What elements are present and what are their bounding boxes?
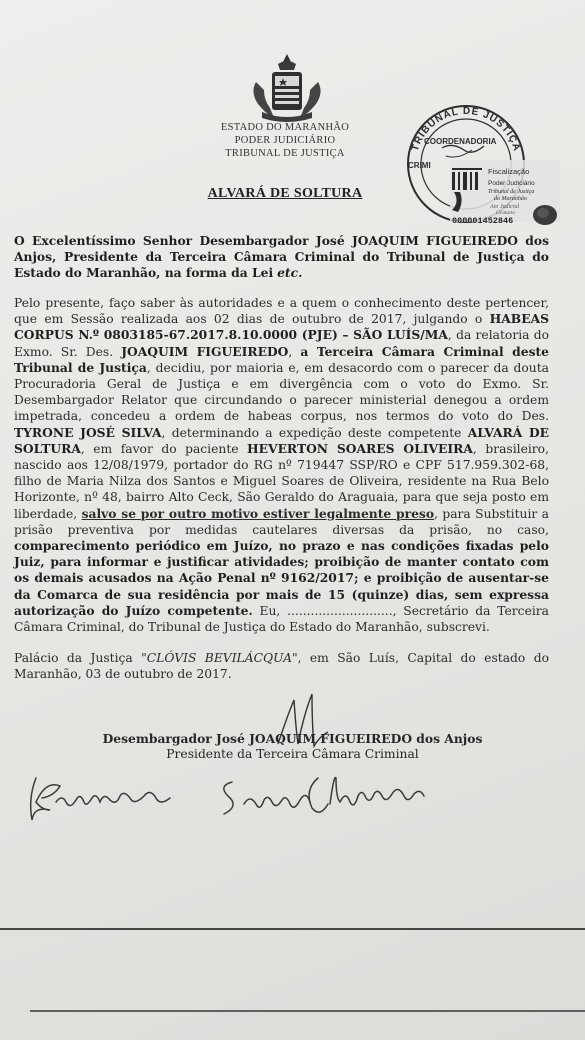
intro-etc: etc. [277, 265, 303, 281]
judge-name: TYRONE JOSÉ SILVA [14, 424, 162, 440]
intro-paragraph [14, 233, 549, 282]
chamber-name: a Terceira Câmara Criminal deste Tribunal de Justiça [14, 343, 549, 375]
stamp-line4: Poder Judiciário [488, 180, 535, 187]
palace-name: "CLÓVIS BEVILÁCQUA" [141, 651, 298, 665]
stamp-line2: CRIMI [408, 161, 431, 170]
habeas-corpus-number: HABEAS CORPUS N.º 0803185-67.2017.8.10.0000 (PJE) – SÃO LUÍS/MA [14, 311, 549, 343]
signatory-name: Desembargador José JOAQUIM FIGUEIREDO dos Anjos [102, 731, 483, 746]
body-t6: , em favor do paciente [80, 441, 248, 456]
header-branch: PODER JUDICIÁRIO [234, 135, 336, 146]
cautionary-measures: comparecimento periódico em Juízo, no prazo e nas condições fixadas pelo Juiz, para informar e justificar atividades; proibição de manter contato com os demais acusados na Ação Penal nº 9162/2017; e proibição de ausentar-se da Comarca de sua residência por mais de 15 (quinze) dias, sem expressa autorização do Juízo competente. [14, 538, 549, 618]
body-paragraph [14, 295, 549, 635]
signatory-role: Presidente da Terceira Câmara Criminal [166, 747, 419, 761]
document-title: ALVARÁ DE SOLTURA [207, 186, 363, 201]
footer-rule-top [0, 928, 585, 930]
body-t1: Pelo presente, faço saber às autoridades e a quem o conhecimento deste pertencer, que em Sessão realizada aos 02 dias de outubro de 2017, julgando o [14, 296, 549, 327]
body-t5: , determinando a expedição deste competente [161, 425, 468, 440]
body-t9: Eu, ..........................., Secretário da Terceira Câmara Criminal, do Tribunal de Justiça do Estado do Maranhão, subscrevi. [14, 603, 549, 635]
closing-t1: Palácio da Justiça [14, 651, 142, 665]
body-t3: , [288, 344, 301, 359]
footer-rule-bottom [30, 1010, 585, 1012]
court-stamp [402, 100, 562, 228]
stamp-line6: do Maranhão [494, 196, 527, 202]
stamp-line3: Fiscalização [488, 167, 530, 176]
body-t2: , da relatoria do Exmo. Sr. Des. [14, 328, 549, 359]
patient-handwritten-signature [22, 768, 442, 828]
closing-paragraph [14, 650, 549, 682]
stamp-serial: 000001452846 [452, 216, 514, 226]
release-condition: salvo se por outro motivo estiver legalmente preso [81, 505, 435, 521]
header-state: ESTADO DO MARANHÃO [220, 122, 350, 133]
stamp-line8: Gratuito [496, 210, 515, 216]
patient-name: HEVERTON SOARES OLIVEIRA [247, 440, 473, 456]
body-t4: , decidiu, por maioria e, em desacordo com o parecer da douta Procuradoria Geral de Justiça e em divergência com o voto do Exmo. Sr. Desembargador Relator que circundando o parecer ministerial denegou a ordem impetrada, concedeu a ordem de habeas corpus, nos termos do voto do Des. [14, 360, 549, 424]
stamp-line7: Ato Judicial [490, 204, 520, 210]
alvara-label: ALVARÁ DE SOLTURA [14, 424, 550, 456]
coat-of-arms-icon [248, 52, 326, 124]
header-court: TRIBUNAL DE JUSTIÇA [225, 148, 345, 159]
stamp-line1: COORDENADORIA [424, 137, 497, 146]
closing-t2: , em São Luís, Capital do estado do Maranhão, 03 de outubro de 2017. [14, 651, 549, 682]
body-t7: , brasileiro, nascido aos 12/08/1979, portador do RG nº 719447 SSP/RO e CPF 517.959.302-68, filho de Maria Nilza dos Santos e Miguel Soares de Oliveira, residente na Rua Belo Horizonte, nº 48, bairro Alto Ceck, São Geraldo do Araguaia, para que seja posto em liberdade, [14, 441, 549, 521]
intro-text: O Excelentíssimo Senhor Desembargador José JOAQUIM FIGUEIREDO dos Anjos, Presidente da Terceira Câmara Criminal do Tribunal de Justiça do Estado do Maranhão, na forma da Lei [14, 233, 549, 281]
body-t8: , para Substituir a prisão preventiva por medidas cautelares diversas da prisão, no caso, [14, 506, 550, 537]
stamp-line5: Tribunal de Justiça [488, 189, 535, 195]
stamp-ring-text: TRIBUNAL DE JUSTIÇA [409, 105, 523, 154]
rapporteur-name: JOAQUIM FIGUEIREDO [121, 343, 289, 359]
